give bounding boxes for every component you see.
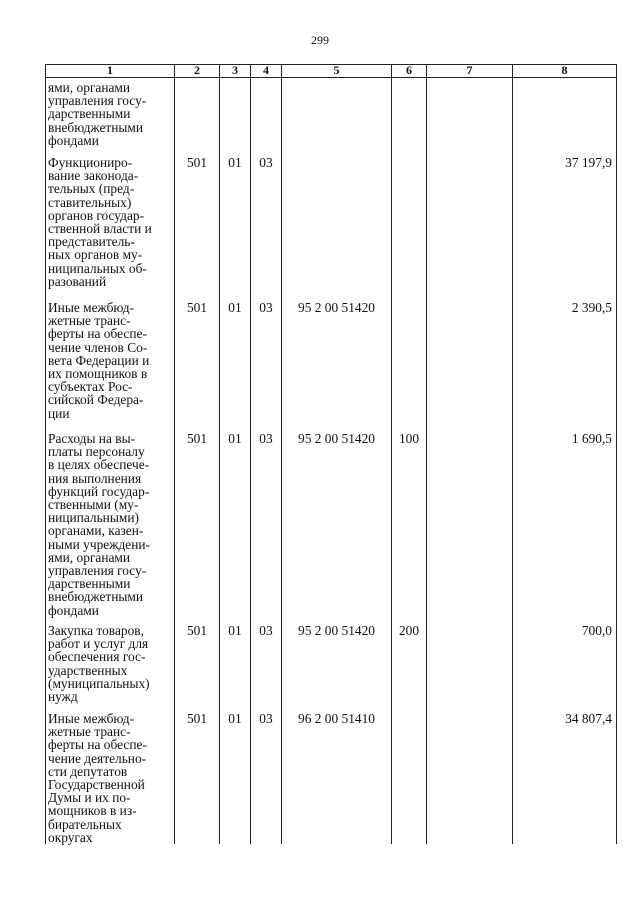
col-border-2: [219, 64, 220, 844]
row-3-col-4: 03: [259, 431, 273, 446]
row-3-col-5: 95 2 00 51420: [298, 431, 375, 446]
header-col-5: 5: [333, 63, 340, 77]
row-4-col-5: 95 2 00 51420: [298, 623, 375, 638]
row-0-description: ями, органами управления госу- дарственными внебюджетными фондами: [48, 80, 147, 148]
row-3-col-2: 501: [186, 431, 208, 446]
row-5-col-2: 501: [186, 711, 208, 726]
row-1-description: Функциониро- вание законода- тельных (пред- ставительных) органов государ- ственной власти и представитель- ных органов му- ниципальных об- разований: [48, 155, 152, 289]
row-3-col-8: 1 690,5: [571, 431, 612, 446]
col-border-5: [391, 64, 392, 844]
row-1-col-2: 501: [186, 155, 208, 170]
row-5-col-8: 34 807,4: [565, 711, 612, 726]
col-border-6: [426, 64, 427, 844]
header-col-3: 3: [232, 63, 238, 77]
row-5-col-5: 96 2 00 51410: [298, 711, 375, 726]
row-2-col-2: 501: [186, 300, 208, 315]
row-1-col-3: 01: [228, 155, 242, 170]
col-border-4: [281, 64, 282, 844]
header-col-7: 7: [466, 63, 473, 77]
row-2-col-3: 01: [228, 300, 242, 315]
col-border-1: [174, 64, 175, 844]
row-4-col-4: 03: [259, 623, 273, 638]
row-5-col-4: 03: [259, 711, 273, 726]
header-col-1: 1: [107, 63, 113, 77]
row-2-col-5: 95 2 00 51420: [298, 300, 375, 315]
row-4-col-3: 01: [228, 623, 242, 638]
row-3-col-3: 01: [228, 431, 242, 446]
header-col-2: 2: [194, 63, 200, 77]
row-4-col-8: 700,0: [581, 623, 612, 638]
row-3-description: Расходы на вы- платы персоналу в целях обеспече- ния выполнения функций государ- ственными (му- ниципальными) органами, казен- ными учреждени- ями, органами управления госу- дарственными внебюджетными фондами: [48, 431, 151, 618]
col-border-3: [250, 64, 251, 844]
col-border-7: [512, 64, 513, 844]
row-4-col-2: 501: [186, 623, 208, 638]
header-col-8: 8: [561, 63, 568, 77]
row-2-col-4: 03: [259, 300, 273, 315]
row-4-description: Закупка товаров, работ и услуг для обеспечения гос- ударственных (муниципальных) нужд: [48, 623, 150, 705]
row-1-col-8: 37 197,9: [565, 155, 612, 170]
row-5-description: Иные межбюд- жетные транс- ферты на обеспе- чение деятельно- сти депутатов Государственной Думы и их по- мощников в из- бирательных округах: [48, 711, 147, 845]
page-number: 299: [311, 33, 329, 47]
header-col-4: 4: [263, 63, 269, 77]
row-2-description: Иные межбюд- жетные транс- ферты на обеспе- чение членов Со- вета Федерации и их помощников в субъектах Рос- сийской Федера- ции: [48, 300, 150, 421]
table-header-border: [45, 77, 617, 78]
row-2-col-8: 2 390,5: [571, 300, 612, 315]
row-1-col-4: 03: [259, 155, 273, 170]
header-col-6: 6: [406, 63, 412, 77]
col-border-8: [616, 64, 617, 844]
row-3-col-6: 100: [398, 431, 420, 446]
col-border-0: [45, 64, 46, 844]
row-5-col-3: 01: [228, 711, 242, 726]
row-4-col-6: 200: [398, 623, 420, 638]
